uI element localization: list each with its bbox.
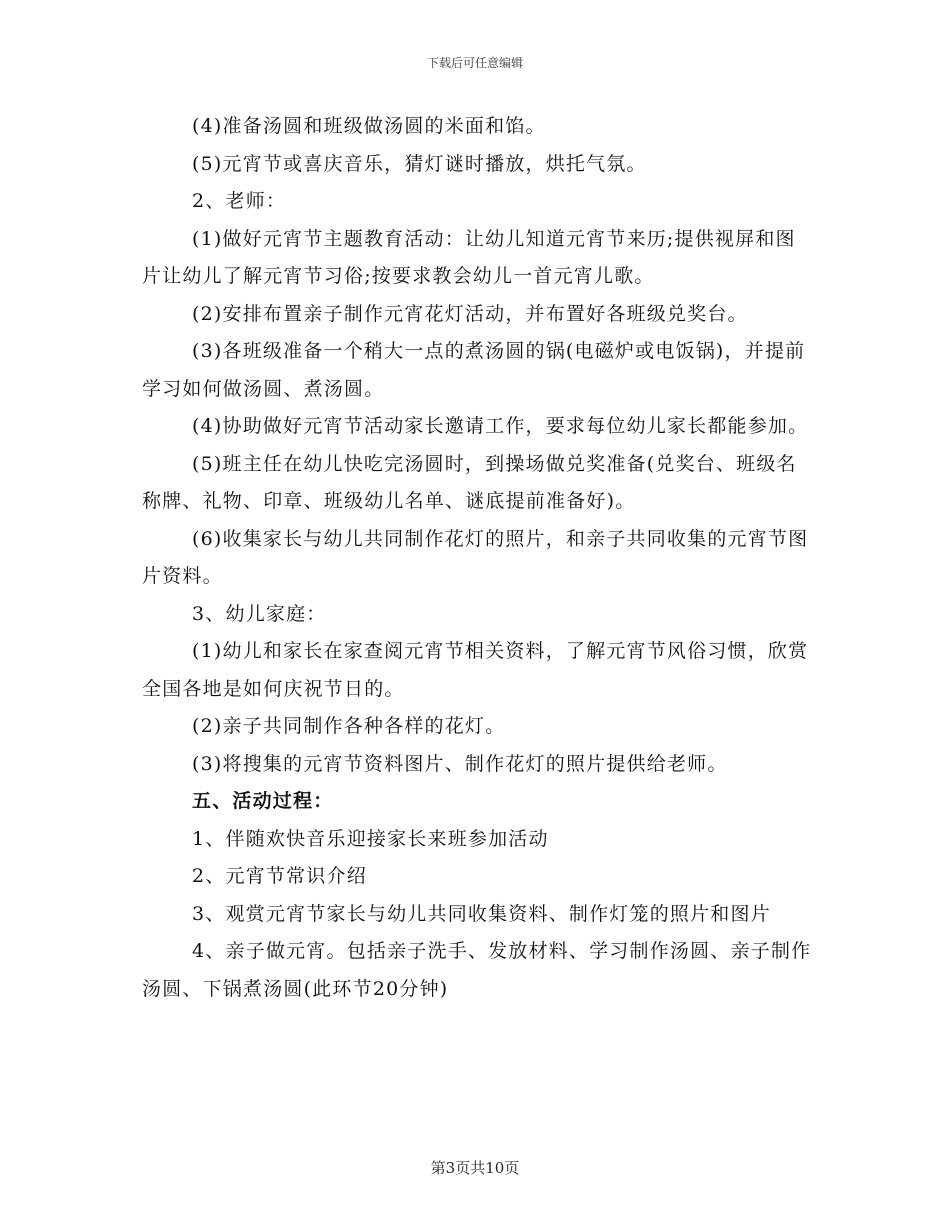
page-header: 下载后可任意编辑 bbox=[426, 56, 523, 70]
paragraph-teacher-3: (3)各班级准备一个稍大一点的煮汤圆的锅(电磁炉或电饭锅)，并提前学习如何做汤圆、煮汤圆。 bbox=[142, 340, 806, 400]
paragraph-process-4: 4、亲子做元宵。包括亲子洗手、发放材料、学习制作汤圆、亲子制作汤圆、下锅煮汤圆(此环节20分钟) bbox=[142, 940, 812, 1000]
paragraph-teacher-4: (4)协助做好元宵节活动家长邀请工作，要求每位幼儿家长都能参加。 bbox=[192, 415, 809, 437]
paragraph-item-5: (5)元宵节或喜庆音乐，猜灯谜时播放，烘托气氛。 bbox=[192, 152, 647, 175]
paragraph-process-3: 3、观赏元宵节家长与幼儿共同收集资料、制作灯笼的照片和图片 bbox=[192, 902, 771, 925]
paragraph-teacher-1: (1)做好元宵节主题教育活动：让幼儿知道元宵节来历;提供视屏和图片让幼儿了解元宵节习俗;按要求教会幼儿一首元宵儿歌。 bbox=[142, 227, 796, 287]
paragraph-family-3: (3)将搜集的元宵节资料图片、制作花灯的照片提供给老师。 bbox=[192, 752, 728, 775]
page-footer: 第3页共10页 bbox=[430, 1159, 520, 1177]
paragraph-teacher-5: (5)班主任在幼儿快吃完汤圆时，到操场做兑奖准备(兑奖台、班级名称牌、礼物、印章、班级幼儿名单、谜底提前准备好)。 bbox=[142, 452, 797, 512]
paragraph-teacher-6: (6)收集家长与幼儿共同制作花灯的照片，和亲子共同收集的元宵节图片资料。 bbox=[142, 527, 809, 587]
section-heading-teacher: 2、老师： bbox=[192, 190, 287, 212]
section-heading-process: 五、活动过程： bbox=[192, 790, 334, 812]
paragraph-teacher-2: (2)安排布置亲子制作元宵花灯活动，并布置好各班级兑奖台。 bbox=[192, 302, 748, 325]
paragraph-family-2: (2)亲子共同制作各种各样的花灯。 bbox=[192, 715, 506, 737]
paragraph-process-1: 1、伴随欢快音乐迎接家长来班参加活动 bbox=[192, 827, 549, 850]
paragraph-process-2: 2、元宵节常识介绍 bbox=[192, 865, 367, 887]
document-body bbox=[142, 108, 812, 1008]
paragraph-family-1: (1)幼儿和家长在家查阅元宵节相关资料，了解元宵节风俗习惯，欣赏全国各地是如何庆祝节日的。 bbox=[142, 640, 809, 700]
section-heading-family: 3、幼儿家庭： bbox=[192, 602, 327, 625]
paragraph-item-4: (4)准备汤圆和班级做汤圆的米面和馅。 bbox=[192, 115, 546, 137]
